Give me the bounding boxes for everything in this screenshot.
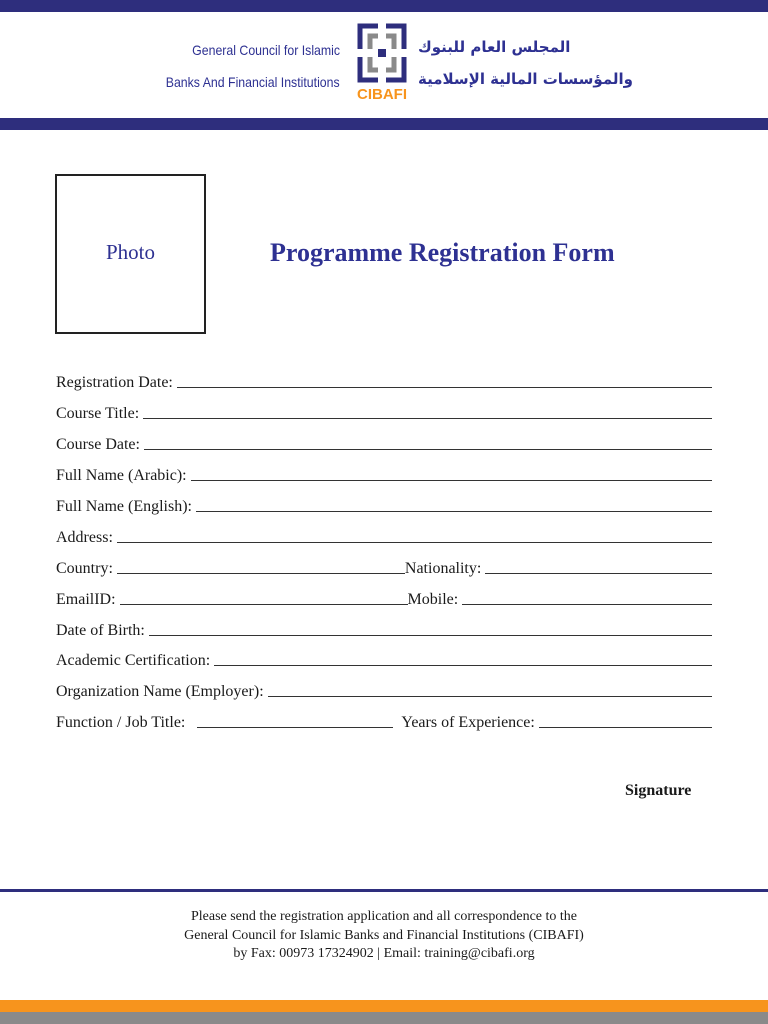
field-course-date [56, 430, 712, 454]
date-of-birth-line[interactable] [149, 619, 712, 636]
header-top-bar [0, 0, 768, 12]
footer-line3: by Fax: 00973 17324902 | Email: training@cibafi.org [233, 946, 535, 961]
header-bottom-bar [0, 118, 768, 130]
field-registration-date [56, 368, 712, 392]
registration-date-label: Registration Date: [56, 374, 173, 391]
course-title-label: Course Title: [56, 405, 140, 422]
field-job-title-experience [56, 708, 712, 732]
full-name-arabic-line[interactable] [191, 464, 712, 481]
field-country-nationality [56, 554, 712, 578]
address-line[interactable] [117, 526, 712, 543]
date-of-birth-label: Date of Birth: [56, 622, 145, 639]
course-date-line[interactable] [144, 433, 712, 450]
registration-date-line[interactable] [177, 371, 712, 388]
org-name-ar-line2: والمؤسسات المالية الإسلامية [418, 70, 633, 88]
footer-line2: General Council for Islamic Banks and Financial Institutions (CIBAFI) [184, 928, 584, 943]
country-line[interactable] [117, 557, 405, 574]
field-email-mobile [56, 585, 712, 609]
field-date-of-birth [56, 616, 712, 640]
field-full-name-arabic [56, 461, 712, 485]
org-name-en-line2: Banks And Financial Institutions [166, 74, 340, 90]
field-organization-name [56, 677, 712, 701]
mobile-line[interactable] [462, 588, 712, 605]
logo-wordmark: CIBAFI [357, 86, 407, 103]
full-name-arabic-label: Full Name (Arabic): [56, 467, 187, 484]
organization-name-line[interactable] [268, 680, 712, 697]
signature-label: Signature [625, 782, 692, 799]
photo-label: Photo [105, 240, 155, 264]
mobile-label: Mobile: [407, 591, 459, 608]
field-academic-certification [56, 646, 712, 670]
footer-line1: Please send the registration application and all correspondence to the [190, 909, 578, 924]
field-course-title [56, 399, 712, 423]
form-title: Programme Registration Form [270, 238, 615, 267]
full-name-english-line[interactable] [196, 495, 712, 512]
cibafi-logo [356, 22, 408, 84]
job-title-label: Function / Job Title: [56, 714, 186, 731]
org-name-en-line1: General Council for Islamic [192, 42, 340, 58]
nationality-line[interactable] [485, 557, 712, 574]
academic-certification-line[interactable] [214, 649, 712, 666]
email-id-label: EmailID: [56, 591, 116, 608]
job-title-line[interactable] [197, 711, 393, 728]
years-of-experience-line[interactable] [539, 711, 712, 728]
years-of-experience-label: Years of Experience: [401, 714, 535, 731]
field-full-name-english [56, 492, 712, 516]
full-name-english-label: Full Name (English): [56, 498, 192, 515]
nationality-label: Nationality: [404, 560, 482, 577]
academic-certification-label: Academic Certification: [56, 652, 211, 669]
footer-gray-bar [0, 1012, 768, 1024]
org-name-ar-line1: المجلس العام للبنوك [418, 38, 571, 56]
footer-divider [0, 889, 768, 892]
organization-name-label: Organization Name (Employer): [56, 683, 264, 700]
field-address [56, 523, 712, 547]
email-id-line[interactable] [120, 588, 408, 605]
footer-orange-bar [0, 1000, 768, 1012]
course-title-line[interactable] [143, 402, 712, 419]
country-label: Country: [56, 560, 113, 577]
photo-box[interactable] [55, 174, 206, 334]
address-label: Address: [56, 529, 113, 546]
course-date-label: Course Date: [56, 436, 140, 453]
